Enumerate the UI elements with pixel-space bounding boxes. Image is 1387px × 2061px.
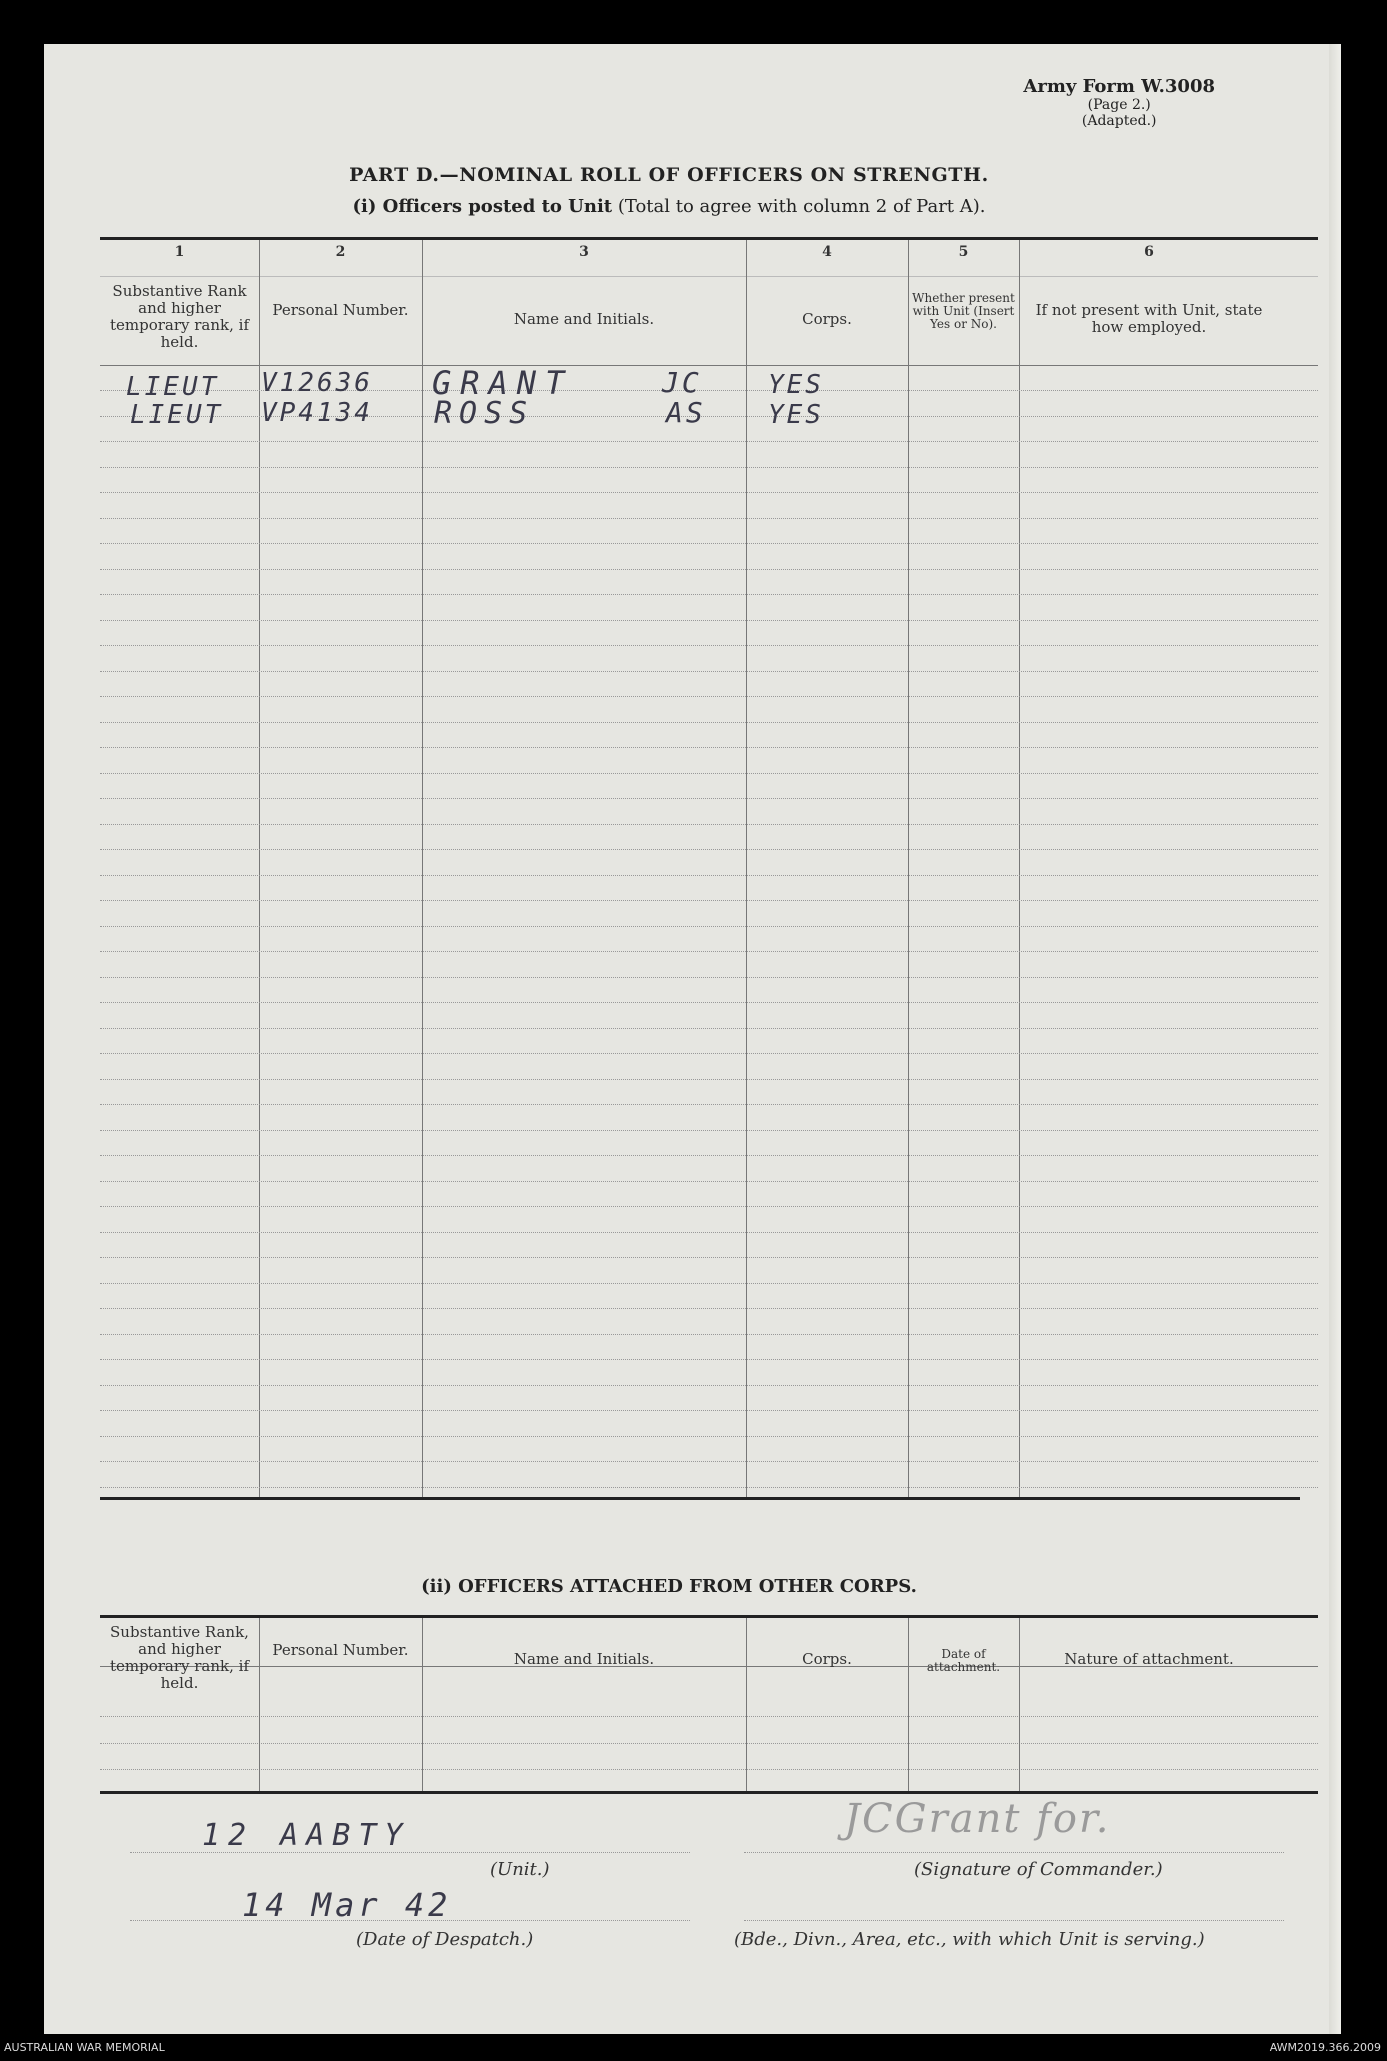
dotted-row-rule [100,1053,1318,1054]
col-1-number: 1 [174,244,185,260]
col-4-number: 4 [822,244,832,260]
dotted-row-rule [100,1461,1318,1462]
col-divider [746,1618,747,1791]
t2-col-3-header: Name and Initials. [513,1650,655,1668]
commander-signature: JCGrant for. [844,1796,1111,1842]
page-fold [1329,44,1341,2034]
t2-col-4-header: Corps. [802,1650,852,1668]
table2-dotted-rule [100,1716,1318,1717]
col-divider [422,1618,423,1791]
row-1-initials: JC [662,366,702,399]
dotted-row-rule [100,467,1318,468]
row-2-corps: YES [768,400,824,430]
form-reference [1023,76,1215,129]
dotted-row-rule [100,1410,1318,1411]
dotted-row-rule [100,492,1318,493]
dotted-row-rule [100,1334,1318,1335]
dotted-row-rule [100,1487,1318,1488]
dotted-row-rule [100,1232,1318,1233]
table-bottom-rule [100,1497,1300,1500]
row-1-corps: YES [768,370,824,400]
form-adapted: (Adapted.) [1081,113,1157,129]
part-d-heading: PART D.—NOMINAL ROLL OF OFFICERS ON STRENGTH. [349,164,989,186]
table-top-rule [100,237,1318,240]
col-2-number: 2 [335,244,346,260]
section-1-heading [44,196,1294,217]
dotted-row-rule [100,824,1318,825]
dotted-row-rule [100,1079,1318,1080]
col-5-header: Whether present with Unit (Insert Yes or No). [912,291,1015,331]
table2-top-rule [100,1615,1318,1618]
dotted-row-rule [100,569,1318,570]
col-2-header: Personal Number. [272,301,409,319]
t2-col-6-header: Nature of attachment. [1064,1650,1234,1668]
caption-left: AUSTRALIAN WAR MEMORIAL [4,2041,165,2054]
col-3-number: 3 [579,244,589,260]
date-line [130,1920,690,1921]
row-1-name: GRANT [432,364,574,402]
dotted-row-rule [100,900,1318,901]
t2-col-5-header: Date of attachment. [926,1647,1001,1674]
dotted-row-rule [100,1257,1318,1258]
bde-label: (Bde., Divn., Area, etc., with which Unit is serving.) [734,1929,1205,1950]
table2-dotted-rule [100,1743,1318,1744]
t2-col-2-header: Personal Number. [272,1641,409,1659]
dotted-row-rule [100,441,1318,442]
bde-line [744,1920,1284,1921]
date-value: 14 Mar 42 [242,1886,452,1924]
dotted-row-rule [100,773,1318,774]
dotted-row-rule [100,977,1318,978]
col-4-header: Corps. [802,310,852,328]
row-1-number: V12636 [261,368,373,398]
section-1-heading-bold: (i) Officers posted to Unit [352,196,613,217]
col-5-number: 5 [958,244,969,260]
dotted-row-rule [100,620,1318,621]
caption-right: AWM2019.366.2009 [1269,2041,1381,2054]
dotted-row-rule [100,1206,1318,1207]
dotted-row-rule [100,875,1318,876]
dotted-row-rule [100,543,1318,544]
dotted-row-rule [100,1283,1318,1284]
t2-col-1-header: Substantive Rank, and higher temporary rank, if held. [109,1623,250,1692]
dotted-row-rule [100,798,1318,799]
signature-label: (Signature of Commander.) [914,1859,1163,1880]
section-2-heading: (ii) OFFICERS ATTACHED FROM OTHER CORPS. [421,1576,917,1597]
dotted-row-rule [100,645,1318,646]
dotted-row-rule [100,1181,1318,1182]
dotted-row-rule [100,926,1318,927]
unit-value: 12 AABTY [202,1818,411,1853]
dotted-row-rule [100,747,1318,748]
dotted-row-rule [100,696,1318,697]
form-page-number: (Page 2.) [1087,97,1151,113]
col-3-header: Name and Initials. [513,310,655,328]
dotted-row-rule [100,722,1318,723]
section-1-heading-rest: (Total to agree with column 2 of Part A). [612,196,986,217]
dotted-row-rule [100,951,1318,952]
dotted-row-rule [100,671,1318,672]
col-divider [908,1618,909,1791]
colnum-rule [100,276,1318,277]
unit-line [130,1852,690,1853]
unit-label: (Unit.) [490,1859,550,1880]
dotted-row-rule [100,1436,1318,1437]
col-6-number: 6 [1144,244,1154,260]
form-page [44,44,1341,2034]
row-1-rank: LIEUT [126,372,220,402]
col-divider [1019,1618,1020,1791]
row-2-initials: AS [666,396,706,429]
col-1-header: Substantive Rank and higher temporary rank, if held. [109,282,250,351]
form-title: Army Form W.3008 [1023,76,1215,97]
col-6-header: If not present with Unit, state how employed. [1035,301,1263,336]
dotted-row-rule [100,594,1318,595]
row-2-name: ROSS [434,396,535,431]
dotted-row-rule [100,1130,1318,1131]
header-rule [100,365,1318,366]
dotted-row-rule [100,1308,1318,1309]
row-2-rank: LIEUT [130,400,224,430]
dotted-row-rule [100,849,1318,850]
dotted-row-rule [100,1002,1318,1003]
dotted-row-rule [100,1385,1318,1386]
signature-line [744,1852,1284,1853]
row-2-number: VP4134 [261,398,373,428]
table2-dotted-rule [100,1769,1318,1770]
date-label: (Date of Despatch.) [356,1929,534,1950]
table2-bottom-rule [100,1791,1318,1794]
dotted-row-rule [100,518,1318,519]
col-divider [259,1618,260,1791]
dotted-row-rule [100,1359,1318,1360]
dotted-row-rule [100,1155,1318,1156]
dotted-row-rule [100,1104,1318,1105]
dotted-row-rule [100,1028,1318,1029]
